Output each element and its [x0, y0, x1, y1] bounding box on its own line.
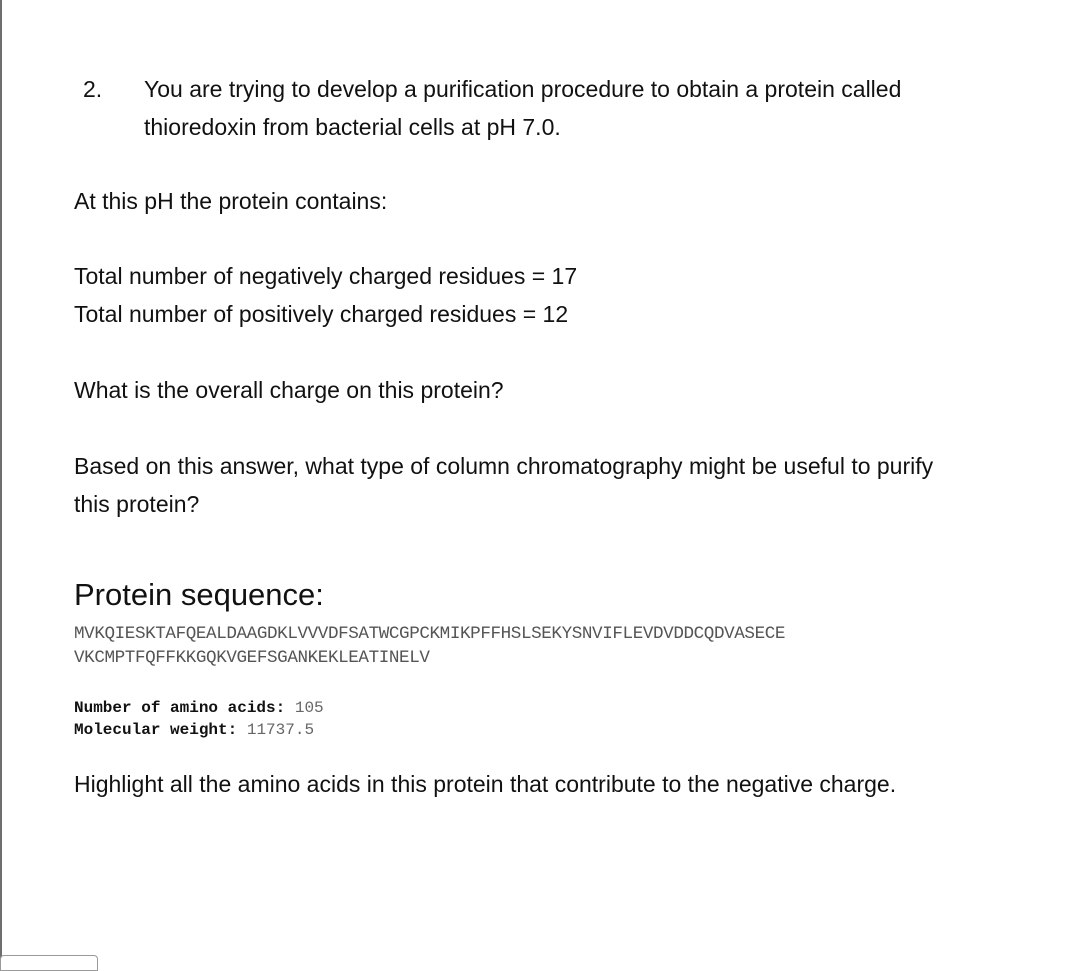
chromatography-question: Based on this answer, what type of column chromatography might be useful to purify this protein?: [74, 453, 934, 517]
sequence-line: VKCMPTFQFFKKGQKVGEFSGANKEKLEATINELV: [74, 648, 430, 668]
question-number: 2.: [83, 76, 103, 102]
sequence-heading: Protein sequence:: [74, 577, 324, 612]
positive-residues-line: Total number of positively charged residues = 12: [74, 301, 569, 327]
negative-residues-line: Total number of negatively charged residues = 17: [74, 263, 578, 289]
molecular-weight-row: [74, 719, 324, 741]
overall-charge-question: What is the overall charge on this protein?: [74, 377, 504, 403]
bottom-left-tab[interactable]: [0, 955, 98, 971]
molecular-weight-label: Molecular weight:: [74, 721, 238, 739]
molecular-weight-value: 11737.5: [246, 721, 315, 739]
highlight-instruction: Highlight all the amino acids in this protein that contribute to the negative charge.: [74, 771, 897, 797]
contains-intro: At this pH the protein contains:: [74, 188, 388, 214]
amino-acid-count-row: [74, 697, 324, 719]
amino-acid-count-label: Number of amino acids:: [74, 699, 286, 717]
amino-acid-count-value: 105: [294, 699, 324, 717]
document-left-border: [0, 0, 2, 962]
question-text: You are trying to develop a purification procedure to obtain a protein called thioredoxin from bacterial cells at pH 7.0.: [144, 76, 902, 140]
sequence-stats: [74, 697, 324, 741]
protein-sequence: [74, 622, 1034, 670]
sequence-line: MVKQIESKTAFQEALDAAGDKLVVVDFSATWCGPCKMIKPFFHSLSEKYSNVIFLEVDVDDCQDVASECE: [74, 624, 786, 644]
